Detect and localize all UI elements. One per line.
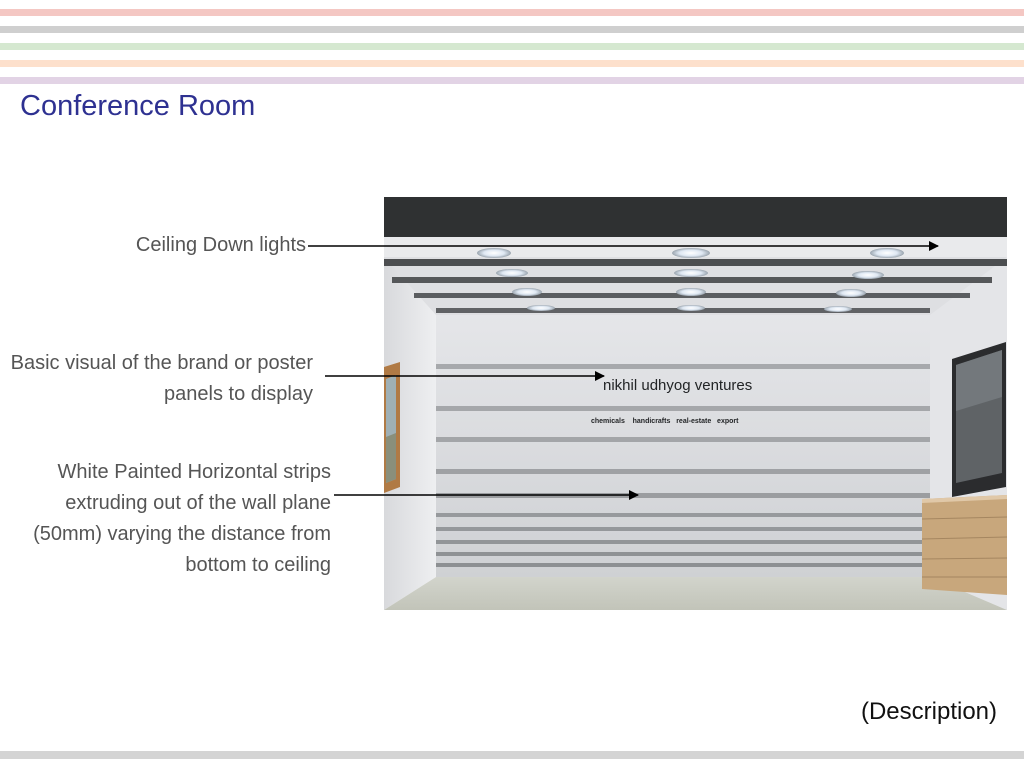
decor-stripe-lavender bbox=[0, 77, 1024, 84]
brand-name-text: nikhil udhyog ventures bbox=[603, 377, 753, 394]
slide-title: Conference Room bbox=[20, 90, 256, 122]
slide-description: (Description) bbox=[860, 698, 997, 725]
footer-bar bbox=[0, 751, 1024, 759]
decor-stripe-pink bbox=[0, 9, 1024, 16]
conference-room-render bbox=[384, 197, 1007, 610]
decor-stripe-peach bbox=[0, 60, 1024, 67]
annotation-ceiling-lights: Ceiling Down lights bbox=[135, 234, 306, 256]
annotation-brand-visual: Basic visual of the brand or poster panels to display bbox=[10, 352, 313, 405]
brand-tagline-text: chemicals handicrafts real-estate export bbox=[591, 418, 739, 425]
annotation-horizontal-strips: White Painted Horizontal strips extruding out of the wall plane (50mm) varying the distance from bottom to ceiling bbox=[33, 461, 331, 576]
decor-stripe-gray bbox=[0, 26, 1024, 33]
decor-stripe-green bbox=[0, 43, 1024, 50]
